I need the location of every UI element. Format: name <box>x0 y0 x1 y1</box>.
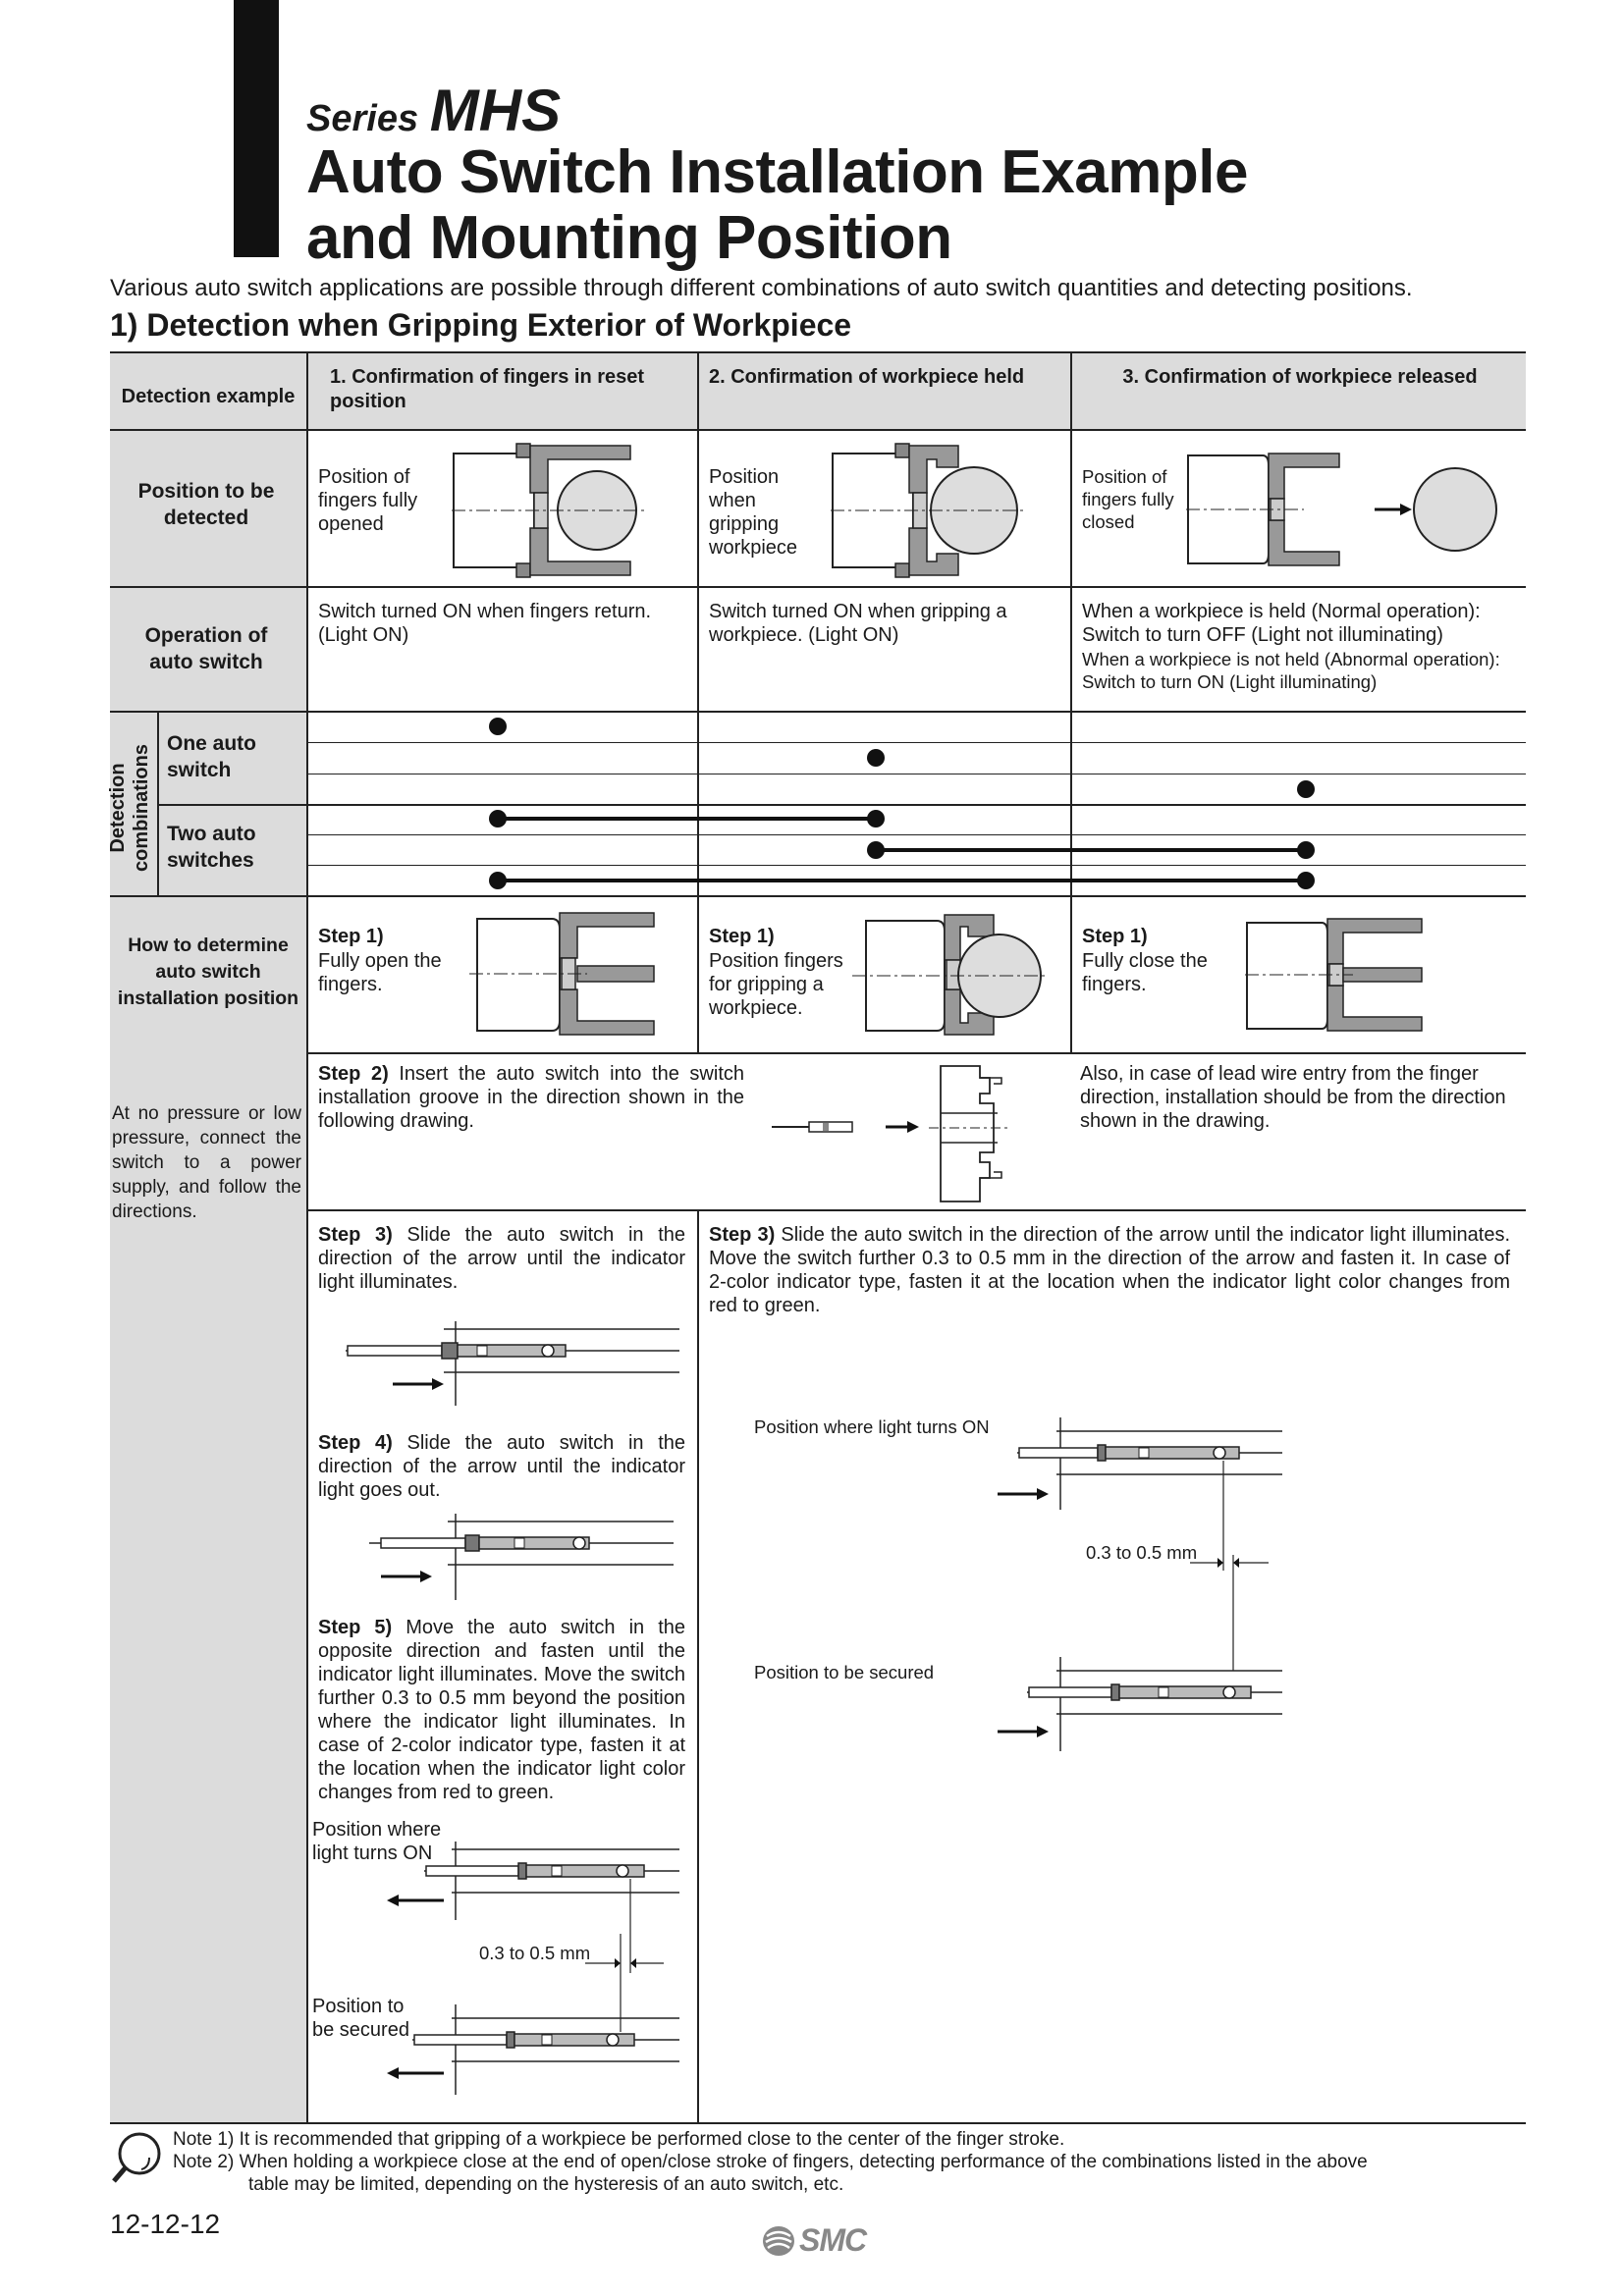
step1-col2-text: Position fingers for gripping a workpiece. <box>709 950 843 1019</box>
smc-logo-mark-icon <box>762 2224 795 2258</box>
left-step4-body: Slide the auto switch in the direction of the arrow until the indicator light goes out. <box>318 1432 686 1501</box>
left-step5-text <box>318 1616 685 1804</box>
label-how-to-determine: How to determine auto switch installation position <box>117 934 299 1009</box>
left-step4-switch-drawing <box>369 1508 674 1606</box>
step2-lead-wire-note: Also, in case of lead wire entry from the finger direction, installation should be from the direction shown in the drawing. <box>1080 1063 1506 1132</box>
note-2-line1: Note 2) When holding a workpiece close at the end of open/close stroke of fingers, detecting performance of the combinations listed in the above <box>173 2152 1368 2172</box>
how-to-note: At no pressure or low pressure, connect the switch to a power supply, and follow the directions. <box>112 1103 301 1222</box>
title-bar-decoration <box>234 0 279 257</box>
table-divider <box>110 586 1526 588</box>
step2-body: Insert the auto switch into the switch installation groove in the direction shown in the following drawing. <box>318 1063 744 1132</box>
label-operation-of-auto-switch: Operation of auto switch <box>144 624 268 673</box>
step1-open-drawing <box>469 911 662 1037</box>
position-col2-text: Position when gripping workpiece <box>709 466 798 559</box>
header-col2: 2. Confirmation of workpiece held <box>709 366 1025 388</box>
right-pos-secured-label: Position to be secured <box>754 1662 935 1682</box>
combination-dot <box>1297 780 1315 798</box>
header-col1: 1. Confirmation of fingers in reset position <box>330 366 645 412</box>
label-one-auto-switch: One auto switch <box>167 732 257 781</box>
combination-dot <box>489 718 507 735</box>
combination-dot <box>867 841 885 859</box>
gripper-gripping-drawing <box>831 442 1027 579</box>
right-step3-switch-drawing <box>998 1417 1292 1751</box>
combination-dot <box>1297 841 1315 859</box>
page-title-line2: and Mounting Position <box>306 204 952 272</box>
operation-col1-text: Switch turned ON when fingers return. (Light ON) <box>318 601 652 646</box>
combo-line <box>306 834 1526 835</box>
header-row-background <box>110 351 1526 430</box>
label-column-background <box>110 430 306 2122</box>
step2-text <box>318 1062 744 1133</box>
right-step3-text <box>709 1223 1510 1317</box>
table-top-border <box>110 351 1526 353</box>
label-detection-combinations: Detection combinations <box>107 744 152 873</box>
note-1: Note 1) It is recommended that gripping of a workpiece be performed close to the center of the finger stroke. <box>173 2129 1065 2150</box>
column-divider <box>697 351 699 1052</box>
combination-dot <box>489 872 507 889</box>
table-divider <box>110 895 1526 897</box>
column-divider <box>697 1209 699 2122</box>
step1-col2-title: Step 1) <box>709 926 775 947</box>
combination-dot <box>1297 872 1315 889</box>
operation-col2-text: Switch turned ON when gripping a workpiece. (Light ON) <box>709 601 1007 646</box>
right-pos-light-on-label: Position where light turns ON <box>754 1416 990 1437</box>
table-divider <box>110 429 1526 431</box>
header-detection-example: Detection example <box>121 386 296 407</box>
left-step3-switch-drawing <box>346 1315 679 1414</box>
left-step5-title: Step 5) <box>318 1617 393 1638</box>
position-col1-text: Position of fingers fully opened <box>318 466 418 535</box>
step1-col1-title: Step 1) <box>318 926 384 947</box>
left-step3-body: Slide the auto switch in the direction of the arrow until the indicator light illuminates. <box>318 1224 686 1293</box>
left-step3-text <box>318 1223 685 1294</box>
label-two-auto-switches: Two auto switches <box>167 823 256 872</box>
combination-connector <box>498 817 876 821</box>
column-divider <box>306 351 308 2123</box>
header-col3: 3. Confirmation of workpiece released <box>1122 366 1478 388</box>
step1-closed-drawing <box>1245 917 1428 1033</box>
series-prefix: Series <box>306 98 419 139</box>
left-pos-light-on-label: Position where light turns ON <box>312 1819 442 1864</box>
step1-col3-text: Fully close the fingers. <box>1082 950 1208 995</box>
left-step4-title: Step 4) <box>318 1432 393 1454</box>
right-step3-title: Step 3) <box>709 1224 776 1246</box>
step1-gripping-drawing <box>852 911 1045 1037</box>
left-step5-switch-drawing <box>389 1836 693 2101</box>
combination-dot <box>867 749 885 767</box>
combination-dot <box>489 810 507 828</box>
series-name: MHS <box>429 78 562 143</box>
left-pos-secured-label: Position to be secured <box>312 1996 409 2041</box>
position-col3-text: Position of fingers fully closed <box>1082 466 1174 532</box>
operation-col3-abnormal: When a workpiece is not held (Abnormal operation): Switch to turn ON (Light illuminating) <box>1082 649 1500 692</box>
step1-col3-title: Step 1) <box>1082 926 1148 947</box>
section-title: 1) Detection when Gripping Exterior of Workpiece <box>110 307 852 343</box>
series-label <box>306 77 561 144</box>
step2-title: Step 2) <box>318 1063 389 1085</box>
column-divider <box>1070 351 1072 1052</box>
operation-col3-normal: When a workpiece is held (Normal operation): Switch to turn OFF (Light not illuminating) <box>1082 601 1481 646</box>
combo-line <box>306 865 1526 866</box>
table-bottom-border <box>110 2122 1526 2124</box>
combination-dot <box>867 810 885 828</box>
step2-insertion-drawing <box>772 1064 1047 1211</box>
left-step4-text <box>318 1431 685 1502</box>
combination-connector <box>498 879 1306 882</box>
page-title-line1: Auto Switch Installation Example <box>306 138 1248 206</box>
magnifier-note-icon <box>110 2130 165 2185</box>
step1-col1-text: Fully open the fingers. <box>318 950 442 995</box>
label-position-to-be-detected: Position to be detected <box>137 480 275 529</box>
combo-line <box>306 742 1526 743</box>
right-step3-body: Slide the auto switch in the direction of the arrow until the indicator light illuminates. Move the switch further 0.3 to 0.5 mm in the direction of the arrow and fasten it. In case of 2-color indicator type, fasten it at the location when the indicator light color changes from red to green. <box>709 1224 1511 1316</box>
page-number: 12-12-12 <box>110 2209 221 2239</box>
gripper-closed-drawing <box>1186 450 1510 569</box>
right-distance-label: 0.3 to 0.5 mm <box>1086 1542 1198 1563</box>
smc-logo <box>762 2222 866 2259</box>
table-divider <box>306 1052 1526 1054</box>
intro-text: Various auto switch applications are possible through different combinations of auto switch quantities and detecting positions. <box>110 275 1413 301</box>
table-divider <box>157 804 1526 806</box>
left-step3-title: Step 3) <box>318 1224 393 1246</box>
combination-connector <box>876 848 1306 852</box>
left-step5-body: Move the auto switch in the opposite direction and fasten until the indicator light illuminates. Move the switch further 0.3 to 0.5 mm beyond the position where the indicator light illuminates. In case of 2-color indicator type, fasten it at the location when the indicator light color changes from red to green. <box>318 1617 685 1803</box>
table-divider <box>110 711 1526 713</box>
left-distance-label: 0.3 to 0.5 mm <box>479 1943 591 1963</box>
smc-logo-text: SMC <box>799 2222 867 2258</box>
note-2-line2: table may be limited, depending on the hysteresis of an auto switch, etc. <box>248 2174 844 2195</box>
gripper-open-drawing <box>452 442 648 579</box>
